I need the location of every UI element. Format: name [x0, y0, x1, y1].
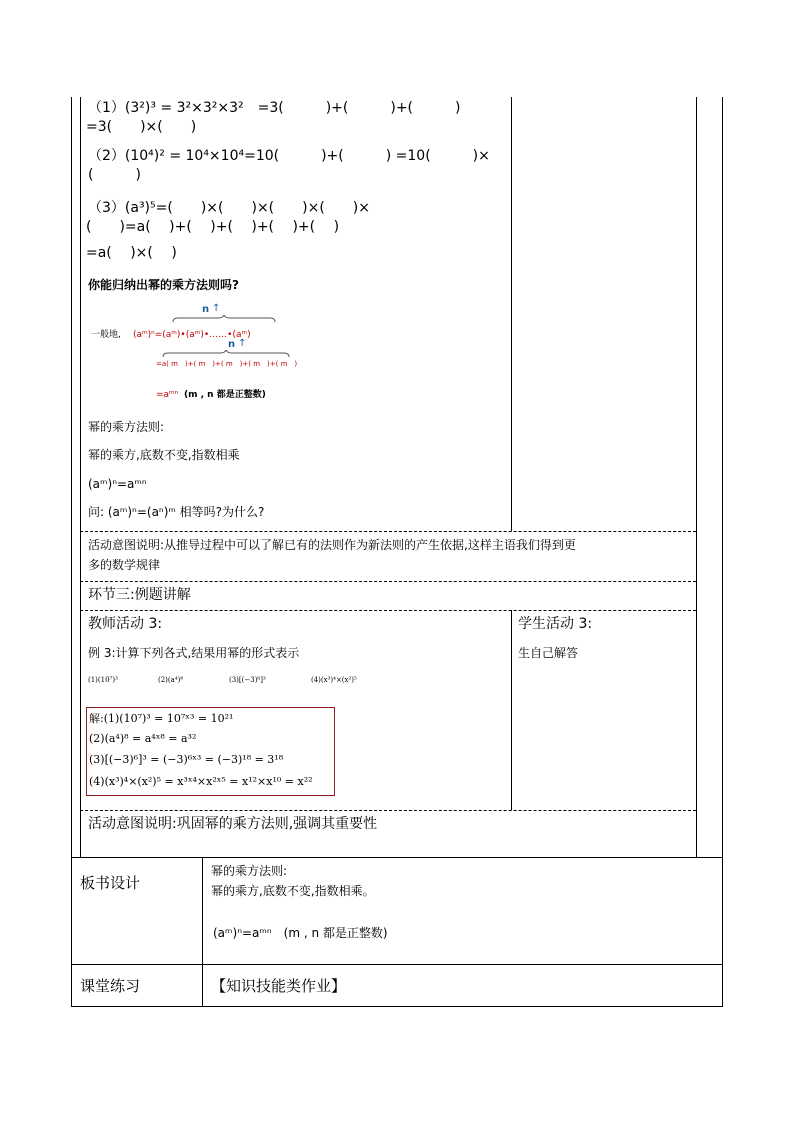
column-divider-mid [511, 610, 512, 810]
row-divider-board-bottom [71, 964, 722, 965]
diagram-n-mid: n [228, 339, 236, 350]
solution-line-1: 解:(1)(10⁷)³ = 10⁷ˣ³ = 10²¹ [89, 712, 234, 725]
exercise-2-line2: ( ) [88, 167, 141, 183]
example-item-3: (3)[(−3)⁶]³ [229, 676, 266, 684]
brace-top-icon [172, 315, 276, 323]
label-column-divider [202, 857, 203, 1006]
diagram-condition: (m , n 都是正整数) [184, 390, 266, 400]
table-bottom-border [71, 1006, 722, 1007]
diagram-expression: (aᵐ)ⁿ=(aᵐ)•(aᵐ)•……•(aᵐ) [133, 330, 251, 340]
arrow-up-icon-2: ↑ [238, 338, 247, 349]
exercise-2-line1: （2）(10⁴)² = 10⁴×10⁴=10( )+( ) =10( )× [88, 148, 490, 164]
table-right-border [722, 97, 723, 1007]
example-item-2: (2)(a⁴)⁸ [158, 676, 184, 684]
rule-title: 幂的乘方法则: [88, 420, 165, 434]
column-divider-top [511, 97, 512, 531]
board-label: 板书设计 [80, 874, 141, 892]
board-line-1: 幂的乘方法则: [211, 864, 288, 878]
inner-right-border [696, 97, 697, 857]
example-item-1: (1)(10⁷)³ [88, 676, 118, 684]
exercise-3-line2: ( )=a( )+( )+( )+( )+( ) [86, 219, 340, 235]
section3-title: 环节三:例题讲解 [88, 587, 191, 603]
divider-4 [80, 810, 696, 811]
intent-line1: 活动意图说明:从推导过程中可以了解已有的法则作为新法则的产生依据,这样主语我们得到更 [88, 538, 576, 552]
exercise-1-line2: =3( )×( ) [86, 119, 197, 135]
divider-3 [80, 610, 696, 611]
rule-text: 幂的乘方,底数不变,指数相乘 [88, 448, 240, 462]
exercise-1-line1: （1）(3²)³ = 3²×3²×3² =3( )+( )+( ) [88, 100, 461, 116]
solution-line-2: (2)(a⁴)⁸ = a⁴ˣ⁸ = a³² [89, 732, 197, 745]
divider-1 [80, 531, 696, 532]
exercise-3-line3: =a( )×( ) [86, 245, 177, 261]
diagram-n-top: n [202, 304, 210, 315]
student-activity-label: 学生活动 3: [518, 616, 593, 632]
diagram-intro: 一般地, [91, 330, 121, 340]
example-title: 例 3:计算下列各式,结果用幂的形式表示 [88, 646, 300, 660]
table-left-border [71, 97, 72, 1007]
board-line-2: 幂的乘方,底数不变,指数相乘。 [211, 884, 375, 898]
teacher-activity-label: 教师活动 3: [88, 616, 163, 632]
section3-intent: 活动意图说明:巩固幂的乘方法则,强调其重要性 [88, 816, 378, 832]
student-activity-text: 生自己解答 [518, 646, 579, 660]
divider-2 [80, 581, 696, 582]
induction-question: 你能归纳出幂的乘方法则吗? [88, 278, 239, 292]
practice-text: 【知识技能类作业】 [211, 977, 347, 995]
inner-left-border [80, 97, 81, 857]
example-item-4: (4)(x³)⁴×(x²)⁵ [311, 676, 357, 684]
arrow-up-icon: ↑ [212, 303, 221, 314]
rule-formula: (aᵐ)ⁿ=aᵐⁿ [88, 477, 147, 491]
solution-line-4: (4)(x³)⁴×(x²)⁵ = x³ˣ⁴×x²ˣ⁵ = x¹²×x¹⁰ = x²² [89, 775, 313, 788]
brace-mid-icon [162, 350, 290, 358]
diagram-sum: =a( m )+( m )+( m )+( m )+( m ) [156, 360, 298, 368]
board-line-3: (aᵐ)ⁿ=aᵐⁿ (m , n 都是正整数) [213, 926, 388, 940]
row-divider-board-top [71, 857, 722, 858]
diagram-result: =aᵐⁿ [156, 390, 179, 400]
practice-label: 课堂练习 [80, 977, 141, 995]
intent-line2: 多的数学规律 [88, 558, 161, 572]
solution-line-3: (3)[(−3)⁶]³ = (−3)⁶ˣ³ = (−3)¹⁸ = 3¹⁸ [89, 753, 284, 766]
ask-question: 问: (aᵐ)ⁿ=(aⁿ)ᵐ 相等吗?为什么? [88, 505, 265, 519]
exercise-3-line1: （3）(a³)⁵=( )×( )×( )×( )× [88, 200, 370, 216]
